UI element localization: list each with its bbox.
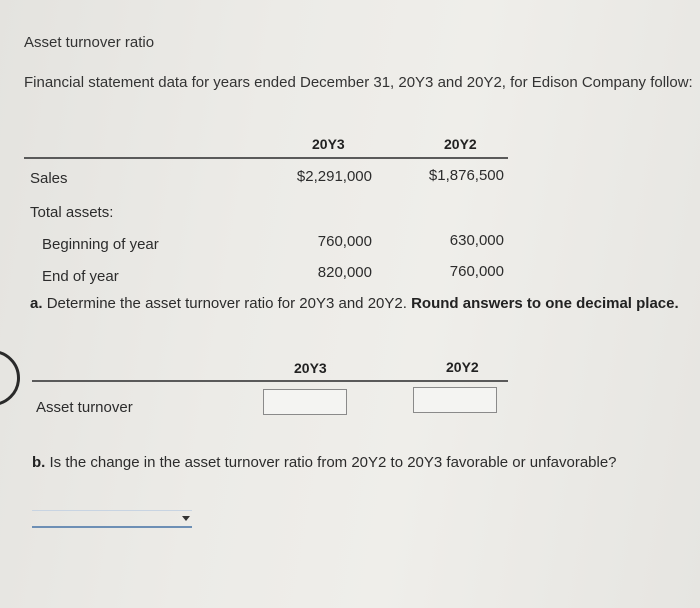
part-a-text: Determine the asset turnover ratio for 20Y3 and 20Y2. <box>46 295 407 312</box>
table-header-20y3: 20Y3 <box>312 136 345 152</box>
sales-20y2: $1,876,500 <box>428 167 504 184</box>
part-a-letter: a. <box>30 295 43 312</box>
sales-20y3: $2,291,000 <box>296 168 372 185</box>
part-b-text: Is the change in the asset turnover ratio from 20Y2 to 20Y3 favorable or unfavorable? <box>49 454 617 471</box>
row-label-asset-turnover: Asset turnover <box>36 399 133 416</box>
row-label-beginning: Beginning of year <box>42 236 159 253</box>
answer-header-20y3: 20Y3 <box>294 360 327 376</box>
part-b-letter: b. <box>32 454 46 471</box>
table-header-20y2: 20Y2 <box>444 136 477 152</box>
beginning-20y3: 760,000 <box>317 233 372 250</box>
end-20y3: 820,000 <box>317 264 372 281</box>
row-label-end: End of year <box>42 268 119 285</box>
part-a-question <box>30 289 700 319</box>
answer-header-20y2: 20Y2 <box>446 359 479 375</box>
problem-intro: Financial statement data for years ended December 31, 20Y3 and 20Y2, for Edison Company follow: <box>24 74 693 91</box>
end-20y2: 760,000 <box>449 263 504 280</box>
row-label-total-assets: Total assets: <box>30 204 114 221</box>
row-label-sales: Sales <box>30 170 68 187</box>
dropdown-top-border <box>32 510 192 511</box>
asset-turnover-20y2-input[interactable] <box>413 387 497 413</box>
problem-title: Asset turnover ratio <box>24 34 155 51</box>
side-panel-circle <box>0 350 20 406</box>
answer-header-rule <box>32 380 508 382</box>
chevron-down-icon <box>182 516 190 521</box>
table-header-rule <box>24 157 508 159</box>
asset-turnover-20y3-input[interactable] <box>263 389 347 415</box>
part-b-question <box>32 448 697 478</box>
part-a-instruction: Round answers to one decimal place. <box>411 295 679 312</box>
beginning-20y2: 630,000 <box>449 232 504 249</box>
favorable-unfavorable-dropdown[interactable] <box>32 510 192 528</box>
